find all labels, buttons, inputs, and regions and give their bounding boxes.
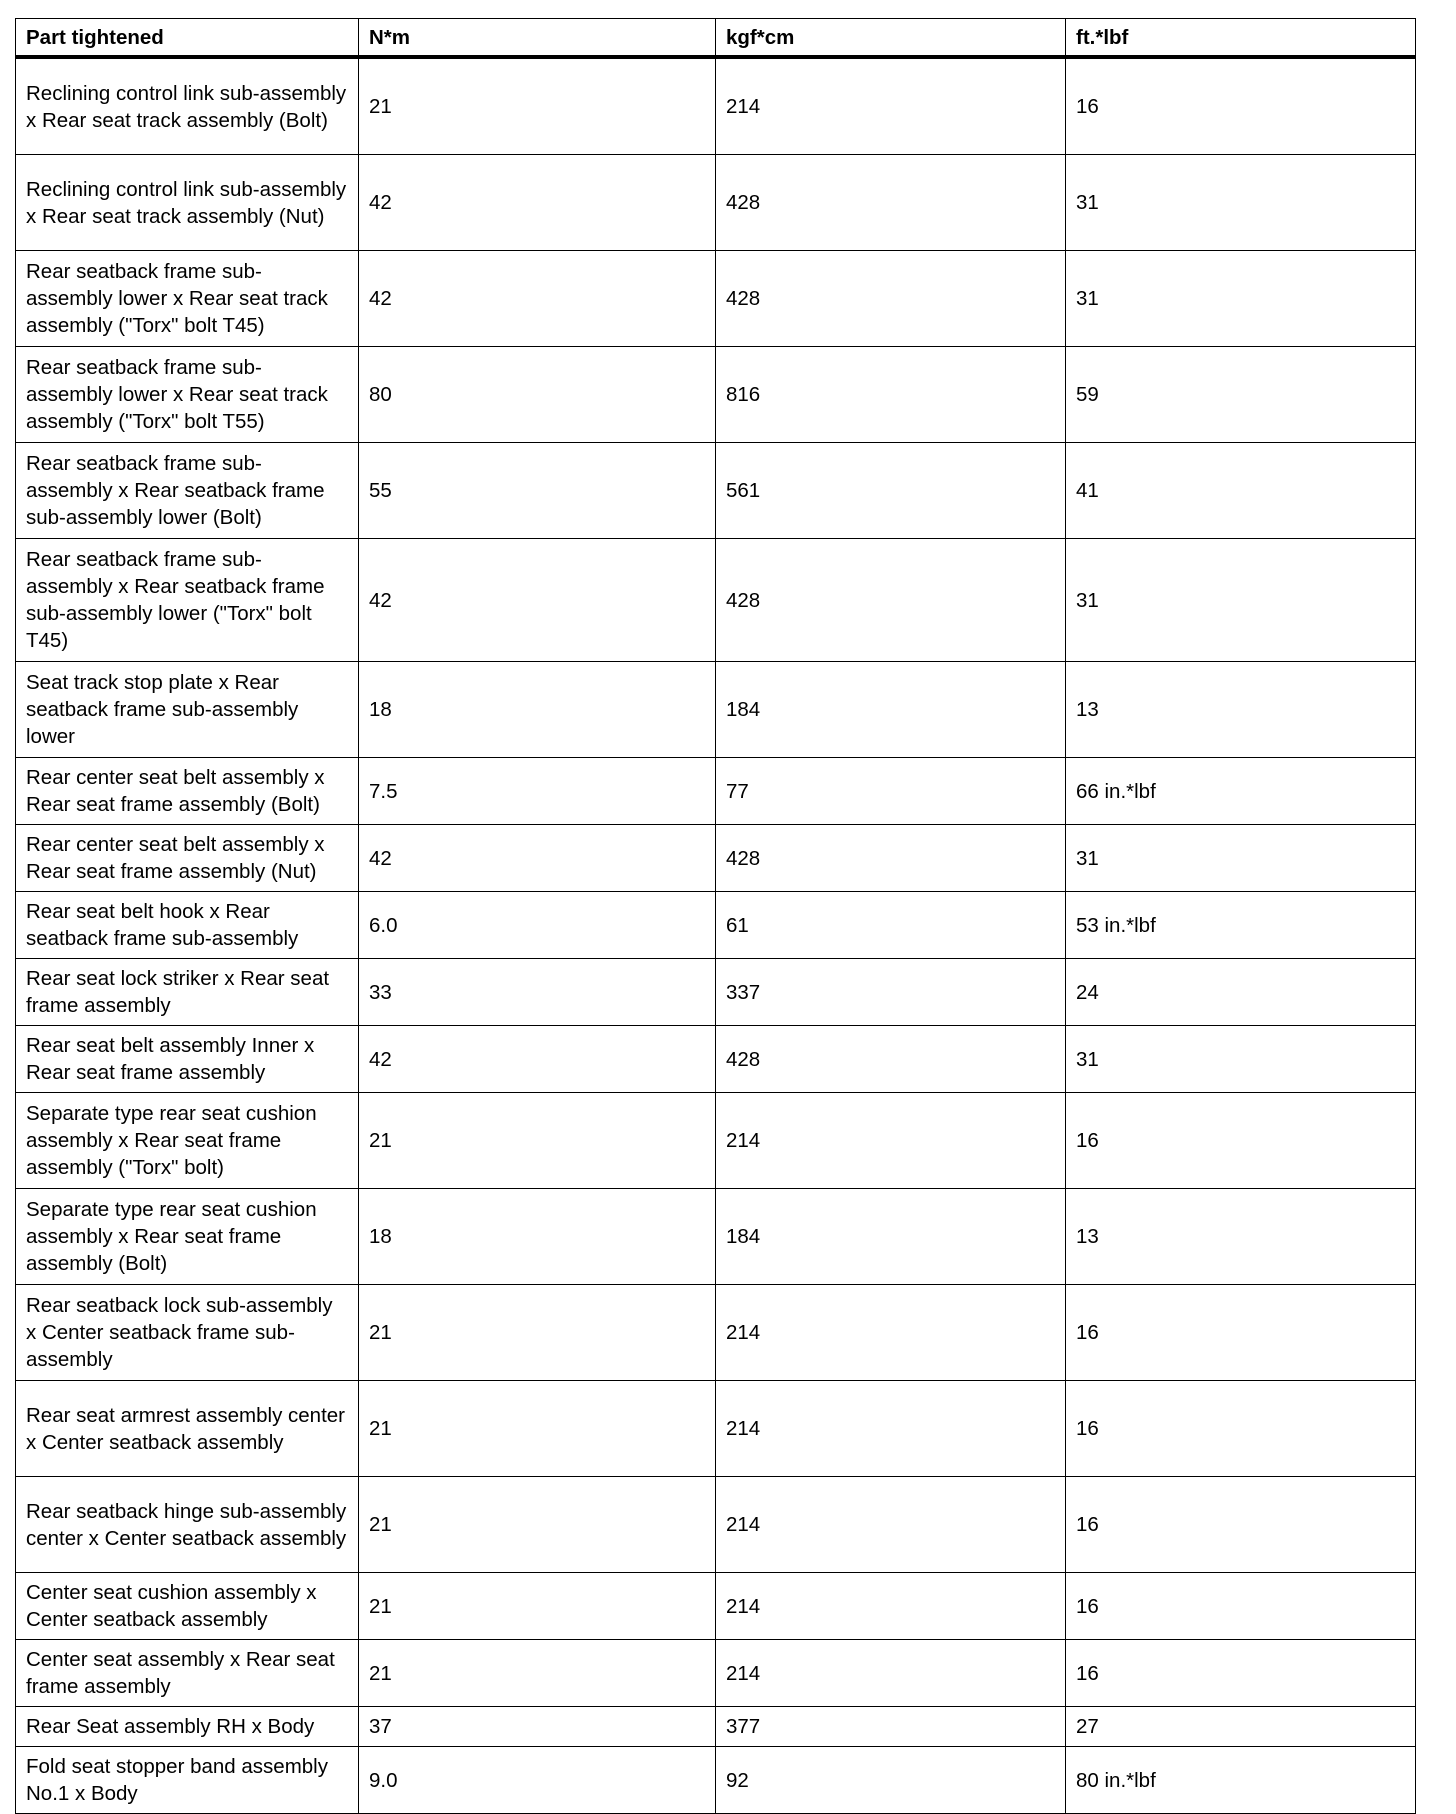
cell-nm: 21 — [359, 1640, 716, 1707]
cell-nm: 21 — [359, 1477, 716, 1573]
cell-ftlbf: 31 — [1066, 825, 1416, 892]
cell-nm: 33 — [359, 959, 716, 1026]
cell-ftlbf: 80 in.*lbf — [1066, 1747, 1416, 1814]
cell-kgfcm: 428 — [716, 825, 1066, 892]
cell-part: Rear seat belt hook x Rear seatback frame sub-assembly — [16, 892, 359, 959]
cell-nm: 18 — [359, 1189, 716, 1285]
cell-part: Rear seatback frame sub-assembly x Rear seatback frame sub-assembly lower ("Torx" bolt T45) — [16, 539, 359, 662]
cell-nm: 7.5 — [359, 758, 716, 825]
table-row — [16, 1285, 1416, 1381]
cell-part: Rear center seat belt assembly x Rear seat frame assembly (Bolt) — [16, 758, 359, 825]
cell-nm: 80 — [359, 347, 716, 443]
table-row — [16, 1477, 1416, 1573]
cell-kgfcm: 184 — [716, 1189, 1066, 1285]
cell-kgfcm: 214 — [716, 1477, 1066, 1573]
table-row — [16, 443, 1416, 539]
table-row — [16, 1573, 1416, 1640]
cell-kgfcm: 184 — [716, 662, 1066, 758]
cell-ftlbf: 59 — [1066, 347, 1416, 443]
cell-kgfcm: 77 — [716, 758, 1066, 825]
table-row — [16, 1707, 1416, 1747]
cell-kgfcm: 214 — [716, 1093, 1066, 1189]
cell-ftlbf: 24 — [1066, 959, 1416, 1026]
cell-kgfcm: 214 — [716, 1285, 1066, 1381]
cell-kgfcm: 214 — [716, 57, 1066, 155]
header-kgfcm: kgf*cm — [716, 19, 1066, 58]
cell-kgfcm: 816 — [716, 347, 1066, 443]
cell-nm: 21 — [359, 57, 716, 155]
cell-ftlbf: 53 in.*lbf — [1066, 892, 1416, 959]
cell-ftlbf: 31 — [1066, 1026, 1416, 1093]
cell-ftlbf: 16 — [1066, 1381, 1416, 1477]
cell-ftlbf: 31 — [1066, 155, 1416, 251]
header-nm: N*m — [359, 19, 716, 58]
cell-part: Rear seatback lock sub-assembly x Center seatback frame sub-assembly — [16, 1285, 359, 1381]
cell-part: Rear seat belt assembly Inner x Rear seat frame assembly — [16, 1026, 359, 1093]
cell-ftlbf: 16 — [1066, 1285, 1416, 1381]
cell-ftlbf: 16 — [1066, 1640, 1416, 1707]
table-body — [16, 57, 1416, 1814]
cell-kgfcm: 561 — [716, 443, 1066, 539]
cell-ftlbf: 13 — [1066, 662, 1416, 758]
cell-part: Rear center seat belt assembly x Rear seat frame assembly (Nut) — [16, 825, 359, 892]
table-row — [16, 825, 1416, 892]
cell-nm: 42 — [359, 251, 716, 347]
cell-nm: 21 — [359, 1285, 716, 1381]
cell-part: Fold seat stopper band assembly No.1 x Body — [16, 1747, 359, 1814]
cell-part: Rear seatback frame sub-assembly lower x Rear seat track assembly ("Torx" bolt T55) — [16, 347, 359, 443]
cell-nm: 37 — [359, 1707, 716, 1747]
cell-kgfcm: 214 — [716, 1573, 1066, 1640]
torque-specification-table — [15, 18, 1416, 1814]
cell-part: Reclining control link sub-assembly x Rear seat track assembly (Bolt) — [16, 57, 359, 155]
cell-ftlbf: 27 — [1066, 1707, 1416, 1747]
cell-ftlbf: 31 — [1066, 539, 1416, 662]
header-ftlbf: ft.*lbf — [1066, 19, 1416, 58]
cell-kgfcm: 428 — [716, 251, 1066, 347]
cell-ftlbf: 41 — [1066, 443, 1416, 539]
cell-kgfcm: 61 — [716, 892, 1066, 959]
cell-part: Seat track stop plate x Rear seatback frame sub-assembly lower — [16, 662, 359, 758]
cell-part: Rear seatback frame sub-assembly lower x Rear seat track assembly ("Torx" bolt T45) — [16, 251, 359, 347]
table-row — [16, 758, 1416, 825]
cell-part: Rear seat armrest assembly center x Center seatback assembly — [16, 1381, 359, 1477]
cell-nm: 18 — [359, 662, 716, 758]
table-row — [16, 1747, 1416, 1814]
cell-kgfcm: 428 — [716, 1026, 1066, 1093]
table-row — [16, 1189, 1416, 1285]
cell-part: Center seat cushion assembly x Center seatback assembly — [16, 1573, 359, 1640]
cell-kgfcm: 428 — [716, 539, 1066, 662]
torque-spec-document — [15, 18, 1415, 1814]
cell-part: Rear seat lock striker x Rear seat frame assembly — [16, 959, 359, 1026]
table-row — [16, 1026, 1416, 1093]
cell-ftlbf: 16 — [1066, 1573, 1416, 1640]
cell-ftlbf: 16 — [1066, 1477, 1416, 1573]
cell-ftlbf: 16 — [1066, 57, 1416, 155]
cell-kgfcm: 428 — [716, 155, 1066, 251]
cell-part: Separate type rear seat cushion assembly x Rear seat frame assembly ("Torx" bolt) — [16, 1093, 359, 1189]
cell-part: Rear Seat assembly RH x Body — [16, 1707, 359, 1747]
table-row — [16, 662, 1416, 758]
cell-nm: 55 — [359, 443, 716, 539]
cell-nm: 42 — [359, 539, 716, 662]
cell-nm: 42 — [359, 825, 716, 892]
cell-kgfcm: 214 — [716, 1640, 1066, 1707]
cell-nm: 42 — [359, 1026, 716, 1093]
table-row — [16, 347, 1416, 443]
cell-nm: 21 — [359, 1381, 716, 1477]
table-row — [16, 1093, 1416, 1189]
cell-nm: 42 — [359, 155, 716, 251]
cell-part: Center seat assembly x Rear seat frame assembly — [16, 1640, 359, 1707]
cell-nm: 21 — [359, 1093, 716, 1189]
cell-kgfcm: 214 — [716, 1381, 1066, 1477]
cell-part: Reclining control link sub-assembly x Rear seat track assembly (Nut) — [16, 155, 359, 251]
table-row — [16, 892, 1416, 959]
table-row — [16, 155, 1416, 251]
cell-ftlbf: 13 — [1066, 1189, 1416, 1285]
cell-ftlbf: 31 — [1066, 251, 1416, 347]
table-row — [16, 251, 1416, 347]
header-row — [16, 19, 1416, 58]
cell-nm: 21 — [359, 1573, 716, 1640]
cell-part: Rear seatback frame sub-assembly x Rear seatback frame sub-assembly lower (Bolt) — [16, 443, 359, 539]
header-part-tightened: Part tightened — [16, 19, 359, 58]
cell-kgfcm: 92 — [716, 1747, 1066, 1814]
cell-part: Rear seatback hinge sub-assembly center x Center seatback assembly — [16, 1477, 359, 1573]
cell-kgfcm: 377 — [716, 1707, 1066, 1747]
table-header — [16, 19, 1416, 58]
table-row — [16, 57, 1416, 155]
cell-kgfcm: 337 — [716, 959, 1066, 1026]
cell-part: Separate type rear seat cushion assembly x Rear seat frame assembly (Bolt) — [16, 1189, 359, 1285]
table-row — [16, 539, 1416, 662]
cell-ftlbf: 16 — [1066, 1093, 1416, 1189]
cell-nm: 6.0 — [359, 892, 716, 959]
table-row — [16, 959, 1416, 1026]
cell-ftlbf: 66 in.*lbf — [1066, 758, 1416, 825]
table-row — [16, 1381, 1416, 1477]
cell-nm: 9.0 — [359, 1747, 716, 1814]
table-row — [16, 1640, 1416, 1707]
